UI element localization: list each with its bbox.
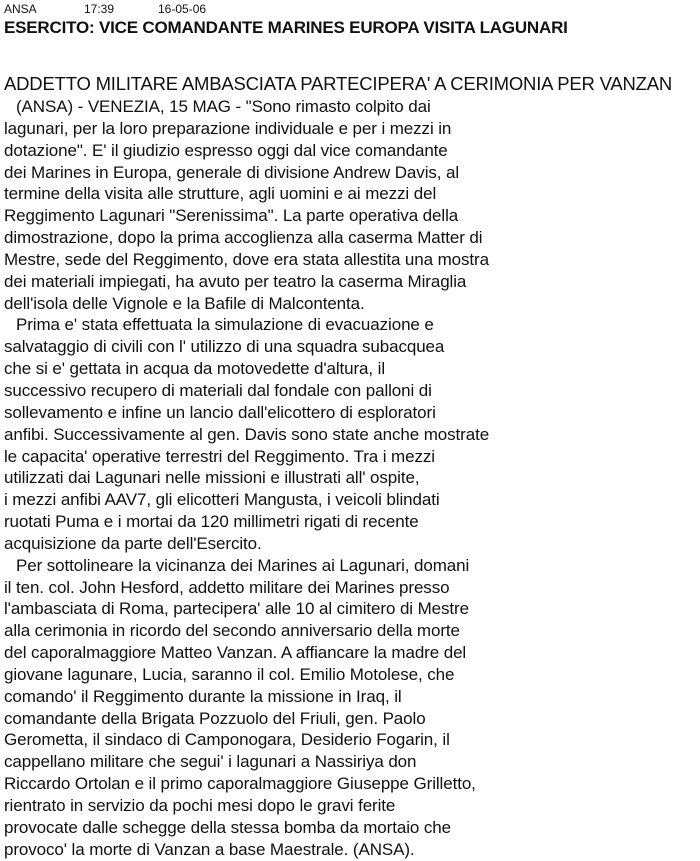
body-line: Prima e' stata effettuata la simulazione di evacuazione e <box>16 315 434 335</box>
body-line: Gerometta, il sindaco di Camponogara, Desiderio Fogarin, il <box>4 730 450 750</box>
body-line: dotazione". E' il giudizio espresso oggi dal vice comandante <box>4 140 448 160</box>
dispatch-meta <box>4 2 206 16</box>
body-line: dimostrazione, dopo la prima accoglienza alla caserma Matter di <box>4 228 483 248</box>
body-line: Riccardo Ortolan e il primo caporalmaggiore Giuseppe Grilletto, <box>4 774 476 794</box>
body-line: Mestre, sede del Reggimento, dove era stata allestita una mostra <box>4 249 489 269</box>
body-line: l'ambasciata di Roma, partecipera' alle 10 al cimitero di Mestre <box>4 599 469 619</box>
body-line: giovane lagunare, Lucia, saranno il col. Emilio Motolese, che <box>4 664 455 684</box>
body-line: che si e' gettata in acqua da motovedette d'altura, il <box>4 359 386 379</box>
body-line: Reggimento Lagunari "Serenissima". La parte operativa della <box>4 206 459 226</box>
body-line: successivo recupero di materiali dal fondale con palloni di <box>4 380 432 400</box>
subtitle: ADDETTO MILITARE AMBASCIATA PARTECIPERA' A CERIMONIA PER VANZAN <box>4 73 673 94</box>
body-line: sollevamento e infine un lancio dall'elicottero di esploratori <box>4 402 436 422</box>
body-line: del caporalmaggiore Matteo Vanzan. A affiancare la madre del <box>4 643 467 663</box>
article-body <box>4 96 694 861</box>
body-line: provocate dalle schegge della stessa bomba da mortaio che <box>4 817 451 837</box>
body-line: rientrato in servizio da pochi mesi dopo le gravi ferite <box>4 796 396 815</box>
body-line: le capacita' operative terrestri del Reggimento. Tra i mezzi <box>4 446 435 466</box>
agency-name: ANSA <box>4 2 37 16</box>
body-line: dei materiali impiegati, ha avuto per teatro la caserma Miraglia <box>4 271 467 291</box>
body-line: alla cerimonia in ricordo del secondo anniversario della morte <box>4 621 460 641</box>
body-line: Per sottolineare la vicinanza dei Marines ai Lagunari, domani <box>16 555 470 575</box>
body-line: (ANSA) - VENEZIA, 15 MAG - "Sono rimasto colpito dai <box>16 97 431 116</box>
body-line: comandante della Brigata Pozzuolo del Friuli, gen. Paolo <box>4 708 426 728</box>
body-line: comando' il Reggimento durante la missione in Iraq, il <box>4 686 402 706</box>
body-line: ruotati Puma e i mortai da 120 millimetri rigati di recente <box>4 512 419 532</box>
body-line: i mezzi anfibi AAV7, gli elicotteri Mangusta, i veicoli blindati <box>4 490 440 510</box>
body-line: cappellano militare che segui' i lagunari a Nassiriya don <box>4 752 417 772</box>
body-line: utilizzati dai Lagunari nelle missioni e illustrati all' ospite, <box>4 468 420 488</box>
body-line: dell'isola delle Vignole e la Bafile di Malcontenta. <box>4 293 365 313</box>
body-line: salvataggio di civili con l' utilizzo di una squadra subacquea <box>4 337 445 357</box>
body-line: anfibi. Successivamente al gen. Davis sono state anche mostrate <box>4 424 490 444</box>
body-line: provoco' la morte di Vanzan a base Maestrale. (ANSA). <box>4 839 415 859</box>
body-line: il ten. col. John Hesford, addetto militare dei Marines presso <box>4 577 450 597</box>
dispatch-date: 16-05-06 <box>158 2 207 16</box>
body-line: lagunari, per la loro preparazione individuale e per i mezzi in <box>4 118 452 138</box>
dispatch-time: 17:39 <box>84 2 115 16</box>
body-line: acquisizione da parte dell'Esercito. <box>4 533 262 553</box>
headline: ESERCITO: VICE COMANDANTE MARINES EUROPA VISITA LAGUNARI <box>4 18 568 37</box>
body-line: dei Marines in Europa, generale di divisione Andrew Davis, al <box>4 162 460 182</box>
body-line: termine della visita alle strutture, agli uomini e ai mezzi del <box>4 184 437 204</box>
